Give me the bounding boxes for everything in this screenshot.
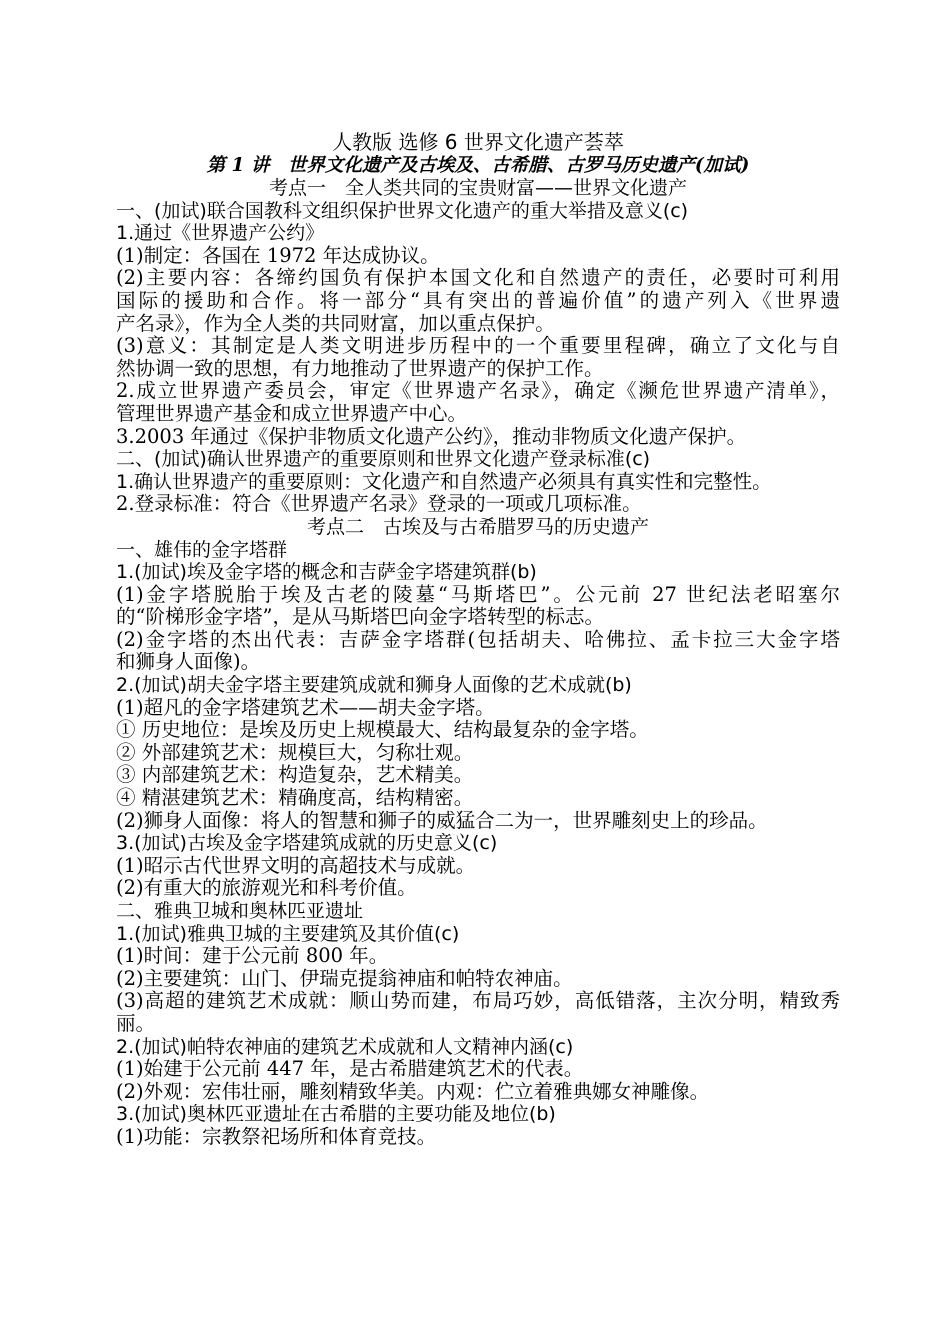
paragraph: (1)金字塔脱胎于埃及古老的陵墓“马斯塔巴”。公元前 27 世纪法老昭塞尔 — [116, 582, 840, 606]
list-item: ① 历史地位：是埃及历史上规模最大、结构最复杂的金字塔。 — [116, 718, 649, 742]
list-item: ③ 内部建筑艺术：构造复杂，艺术精美。 — [116, 763, 474, 787]
paragraph: 和狮身人面像)。 — [116, 650, 261, 674]
lecture-subtitle: 第 1 讲 世界文化遗产及古埃及、古希腊、古罗马历史遗产(加试) — [206, 155, 750, 176]
paragraph: 的“阶梯形金字塔”，是从马斯塔巴向金字塔转型的标志。 — [116, 605, 604, 629]
paragraph: (2)主要内容：各缔约国负有保护本国文化和自然遗产的责任，必要时可利用 — [116, 266, 840, 290]
paragraph: 产名录》，作为全人类的共同财富，加以重点保护。 — [116, 311, 555, 335]
kaodian-2-heading: 考点二 古埃及与古希腊罗马的历史遗产 — [306, 515, 649, 538]
paragraph: (1)始建于公元前 447 年，是古希腊建筑艺术的代表。 — [116, 1057, 584, 1081]
paragraph — [116, 471, 840, 494]
kaodian-1-heading: 考点一 全人类共同的宝贵财富——世界文化遗产 — [268, 177, 687, 199]
paragraph: (2)有重大的旅游观光和科考价值。 — [116, 876, 417, 900]
paragraph: (2)外观：宏伟壮丽，雕刻精致华美。内观：伫立着雅典娜女神雕像。 — [116, 1079, 710, 1103]
paragraph: 丽。 — [116, 1011, 156, 1035]
paragraph: (3)意义：其制定是人类文明进步历程中的一个重要里程碑，确立了文化与自 — [116, 334, 840, 358]
paragraph: (2)狮身人面像：将人的智慧和狮子的威猛合二为一，世界雕刻史上的珍品。 — [116, 808, 768, 832]
paragraph: (2)金字塔的杰出代表：吉萨金字塔群(包括胡夫、哈佛拉、孟卡拉三大金字塔 — [116, 627, 840, 651]
paragraph: 然协调一致的思想，有力地推动了世界遗产的保护工作。 — [116, 356, 604, 380]
paragraph: 2.登录标准：符合《世界遗产名录》登录的一项或几项标准。 — [116, 492, 642, 516]
part-2-heading: 二、雅典卫城和奥林匹亚遗址 — [116, 900, 364, 922]
part-2-item-2: 2.(加试)帕特农神庙的建筑艺术成就和人文精神内涵(c) — [116, 1035, 574, 1058]
part-1-heading: 一、雄伟的金字塔群 — [116, 538, 288, 561]
paragraph: 3.2003 年通过《保护非物质文化遗产公约》，推动非物质文化遗产保护。 — [116, 424, 747, 448]
part-2-item-3: 3.(加试)奥林匹亚遗址在古希腊的主要功能及地位(b) — [116, 1103, 556, 1126]
paragraph: (2)主要建筑：山门、伊瑞克提翁神庙和帕特农神庙。 — [116, 966, 573, 990]
paragraph: (1)功能：宗教祭祀场所和体育竞技。 — [116, 1124, 437, 1148]
paragraph: (3)高超的建筑艺术成就：顺山势而建，布局巧妙，高低错落，主次分明，精致秀 — [116, 989, 840, 1013]
paragraph: (1)超凡的金字塔建筑艺术——胡夫金字塔。 — [116, 695, 495, 719]
inline-text: 文化遗产和自然遗产必须具有真实性和完整性。 — [362, 469, 772, 493]
paragraph: 管理世界遗产基金和成立世界遗产中心。 — [116, 401, 468, 425]
part-1-item-3: 3.(加试)古埃及金字塔建筑成就的历史意义(c) — [116, 832, 498, 855]
part-1-item-2: 2.(加试)胡夫金字塔主要建筑成就和狮身人面像的艺术成就(b) — [116, 674, 632, 697]
part-2-item-1: 1.(加试)雅典卫城的主要建筑及其价值(c) — [116, 922, 460, 945]
inline-label: 1.确认世界遗产的重要原则： — [116, 470, 363, 493]
document-page — [116, 131, 840, 1149]
section-1-item-1: 1.通过《世界遗产公约》 — [116, 222, 325, 245]
section-1-heading: 一、(加试)联合国教科文组织保护世界文化遗产的重大举措及意义(c) — [116, 199, 689, 222]
paragraph: 2.成立世界遗产委员会，审定《世界遗产名录》，确定《濒危世界遗产清单》， — [116, 379, 840, 403]
paragraph: (1)制定：各国在 1972 年达成协议。 — [116, 243, 440, 267]
paragraph: 国际的援助和合作。将一部分“具有突出的普遍价值”的遗产列入《世界遗 — [116, 288, 840, 312]
part-1-item-1: 1.(加试)埃及金字塔的概念和吉萨金字塔建筑群(b) — [116, 561, 537, 584]
paragraph: (1)昭示古代世界文明的高超技术与成就。 — [116, 853, 476, 877]
document-title: 人教版 选修 6 世界文化遗产荟萃 — [332, 130, 624, 154]
section-2-heading: 二、(加试)确认世界遗产的重要原则和世界文化遗产登录标准(c) — [116, 448, 651, 471]
list-item: ② 外部建筑艺术：规模巨大，匀称壮观。 — [116, 740, 474, 764]
paragraph: (1)时间：建于公元前 800 年。 — [116, 944, 389, 968]
list-item: ④ 精湛建筑艺术：精确度高，结构精密。 — [116, 786, 474, 810]
